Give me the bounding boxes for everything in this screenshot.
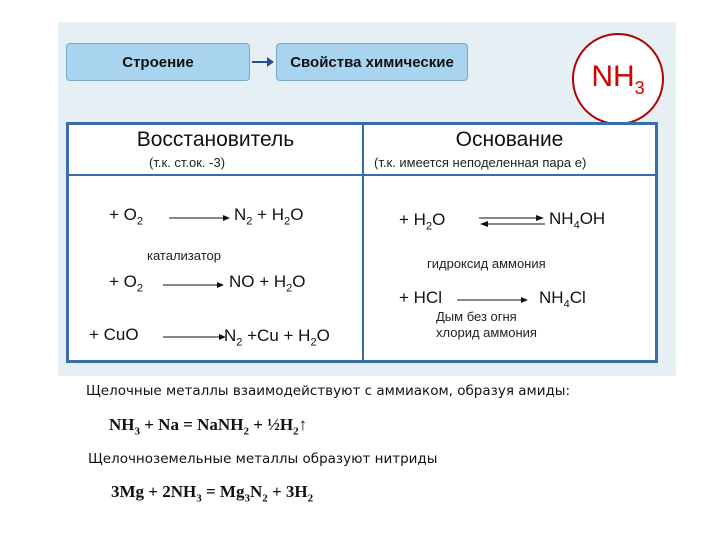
table-divider-horizontal xyxy=(69,174,655,176)
reaction-arrow xyxy=(163,280,225,290)
properties-table xyxy=(66,122,658,363)
alkaline-earth-text: Щелочноземельные металлы образуют нитриды xyxy=(88,451,438,467)
nitride-formula: $3Mg + 2NH_3 = Mg_3N_2 + 3H_2$ xyxy=(111,482,314,505)
reaction-arrow xyxy=(457,295,529,305)
catalyst-note: катализатор xyxy=(147,248,221,263)
reducer-reaction-1-reagent: + $O_2$ xyxy=(109,205,143,228)
reducer-reaction-2-reagent: + $O_2$ xyxy=(109,272,143,295)
reaction-arrow xyxy=(163,332,227,342)
reducer-heading: Восстановитель xyxy=(136,128,295,151)
smoke-without-fire-note: Дым без огня xyxy=(436,309,517,324)
base-reaction-1-reagent: + $H_2O$ xyxy=(399,210,446,233)
alkali-metals-text: Щелочные металлы взаимодействуют с аммиаком, образуя амиды: xyxy=(86,383,571,399)
equilibrium-arrow-icon xyxy=(479,213,545,229)
reducer-subtitle: (т.к. ст.ок. -3) xyxy=(149,155,226,170)
nh3-properties-panel xyxy=(58,22,676,376)
ammonium-chloride-note: хлорид аммония xyxy=(436,325,537,340)
properties-box xyxy=(276,43,468,81)
structure-label: Строение xyxy=(122,53,194,71)
base-reaction-2-reagent: + HCl xyxy=(399,288,442,307)
reducer-reaction-3-products: $N_2 +Cu + H_2O$ xyxy=(224,326,330,349)
reducer-reaction-1-products: $N_2 + H_2O$ xyxy=(234,205,304,228)
base-subtitle: (т.к. имеется неподеленная пара е) xyxy=(374,155,587,170)
structure-box xyxy=(66,43,250,81)
base-heading: Основание xyxy=(455,128,564,151)
compound-formula: $NH_3$ xyxy=(591,59,645,98)
arrow-right-icon xyxy=(251,52,275,72)
table-divider-vertical xyxy=(362,125,364,360)
reducer-reaction-2-products: NO + $H_2O$ xyxy=(229,272,306,295)
base-reaction-1-product: $NH_4OH$ xyxy=(549,209,606,232)
properties-label: Свойства химические xyxy=(290,53,454,71)
reducer-reaction-3-reagent: + CuO xyxy=(89,325,139,344)
ammonium-hydroxide-note: гидроксид аммония xyxy=(427,256,546,271)
amide-formula: $NH_3 + Na$ = NaNH$_2$ + $\frac{1}{2}H_2↑$ xyxy=(109,415,308,438)
reaction-arrow xyxy=(169,213,231,223)
compound-badge xyxy=(572,33,664,125)
base-reaction-2-product: $NH_4Cl$ xyxy=(539,288,586,311)
